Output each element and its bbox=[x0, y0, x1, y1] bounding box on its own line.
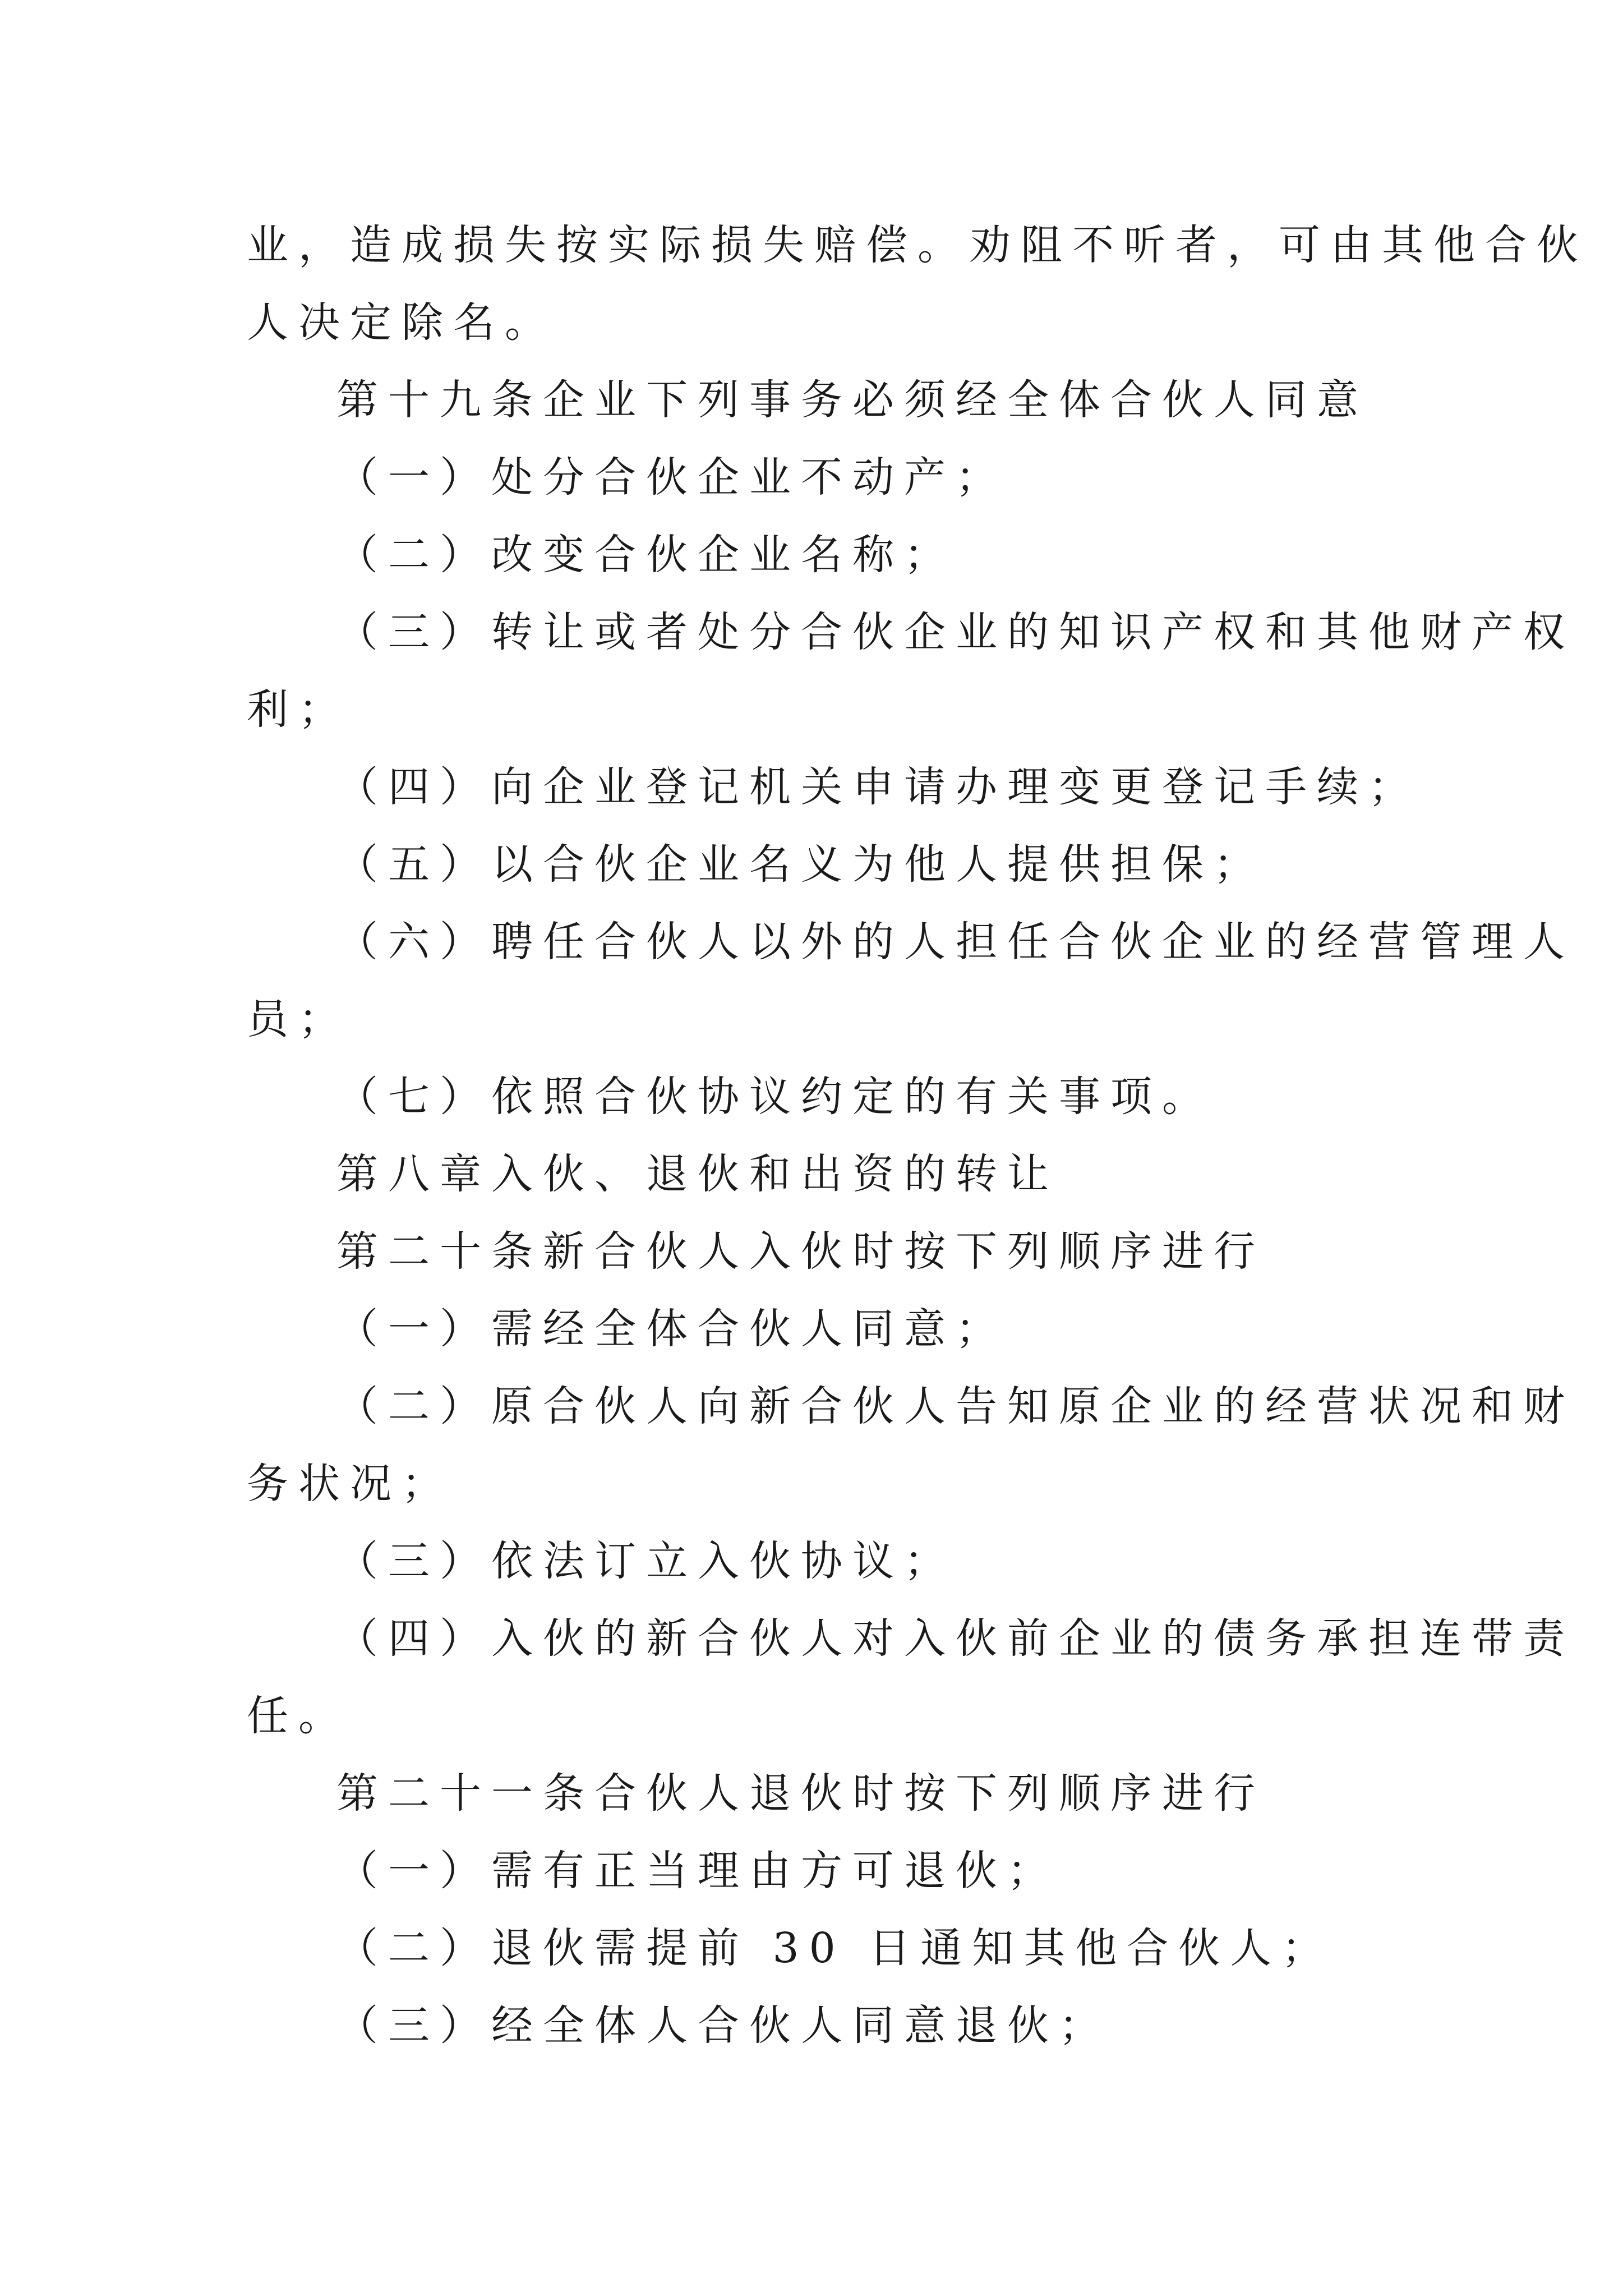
article-heading: 第二十条新合伙人入伙时按下列顺序进行 bbox=[336, 1227, 1265, 1276]
list-item-continuation: 务状况； bbox=[247, 1460, 453, 1508]
list-item: （一）需经全体合伙人同意； bbox=[336, 1305, 1007, 1353]
list-item: （一）处分合伙企业不动产； bbox=[336, 453, 1007, 501]
article-heading: 第二十一条合伙人退伙时按下列顺序进行 bbox=[336, 1769, 1265, 1818]
text-line: 业，造成损失按实际损失赔偿。劝阻不听者，可由其他合伙 bbox=[247, 221, 1588, 269]
list-item: （三）转让或者处分合伙企业的知识产权和其他财产权 bbox=[336, 608, 1575, 656]
list-item: （二）改变合伙企业名称； bbox=[336, 531, 956, 579]
list-item: （七）依照合伙协议约定的有关事项。 bbox=[336, 1073, 1214, 1121]
chapter-heading: 第八章入伙、退伙和出资的转让 bbox=[336, 1150, 1059, 1198]
document-body bbox=[247, 206, 1588, 2064]
list-item-continuation: 利； bbox=[247, 685, 350, 734]
list-item: （三）经全体人合伙人同意退伙； bbox=[336, 2001, 1110, 2050]
list-item-continuation: 任。 bbox=[247, 1692, 350, 1740]
list-item: （二）退伙需提前 30 日通知其他合伙人； bbox=[336, 1924, 1334, 1972]
list-item-continuation: 员； bbox=[247, 995, 350, 1043]
text-line: 人决定除名。 bbox=[247, 298, 556, 347]
list-item: （四）入伙的新合伙人对入伙前企业的债务承担连带责 bbox=[336, 1614, 1575, 1663]
list-item: （三）依法订立入伙协议； bbox=[336, 1537, 956, 1585]
list-item: （六）聘任合伙人以外的人担任合伙企业的经营管理人 bbox=[336, 918, 1575, 966]
list-item: （四）向企业登记机关申请办理变更登记手续； bbox=[336, 763, 1420, 811]
article-heading: 第十九条企业下列事务必须经全体合伙人同意 bbox=[336, 376, 1368, 424]
list-item: （一）需有正当理由方可退伙； bbox=[336, 1847, 1059, 1895]
list-item: （五）以合伙企业名义为他人提供担保； bbox=[336, 840, 1265, 889]
list-item: （二）原合伙人向新合伙人告知原企业的经营状况和财 bbox=[336, 1382, 1575, 1430]
